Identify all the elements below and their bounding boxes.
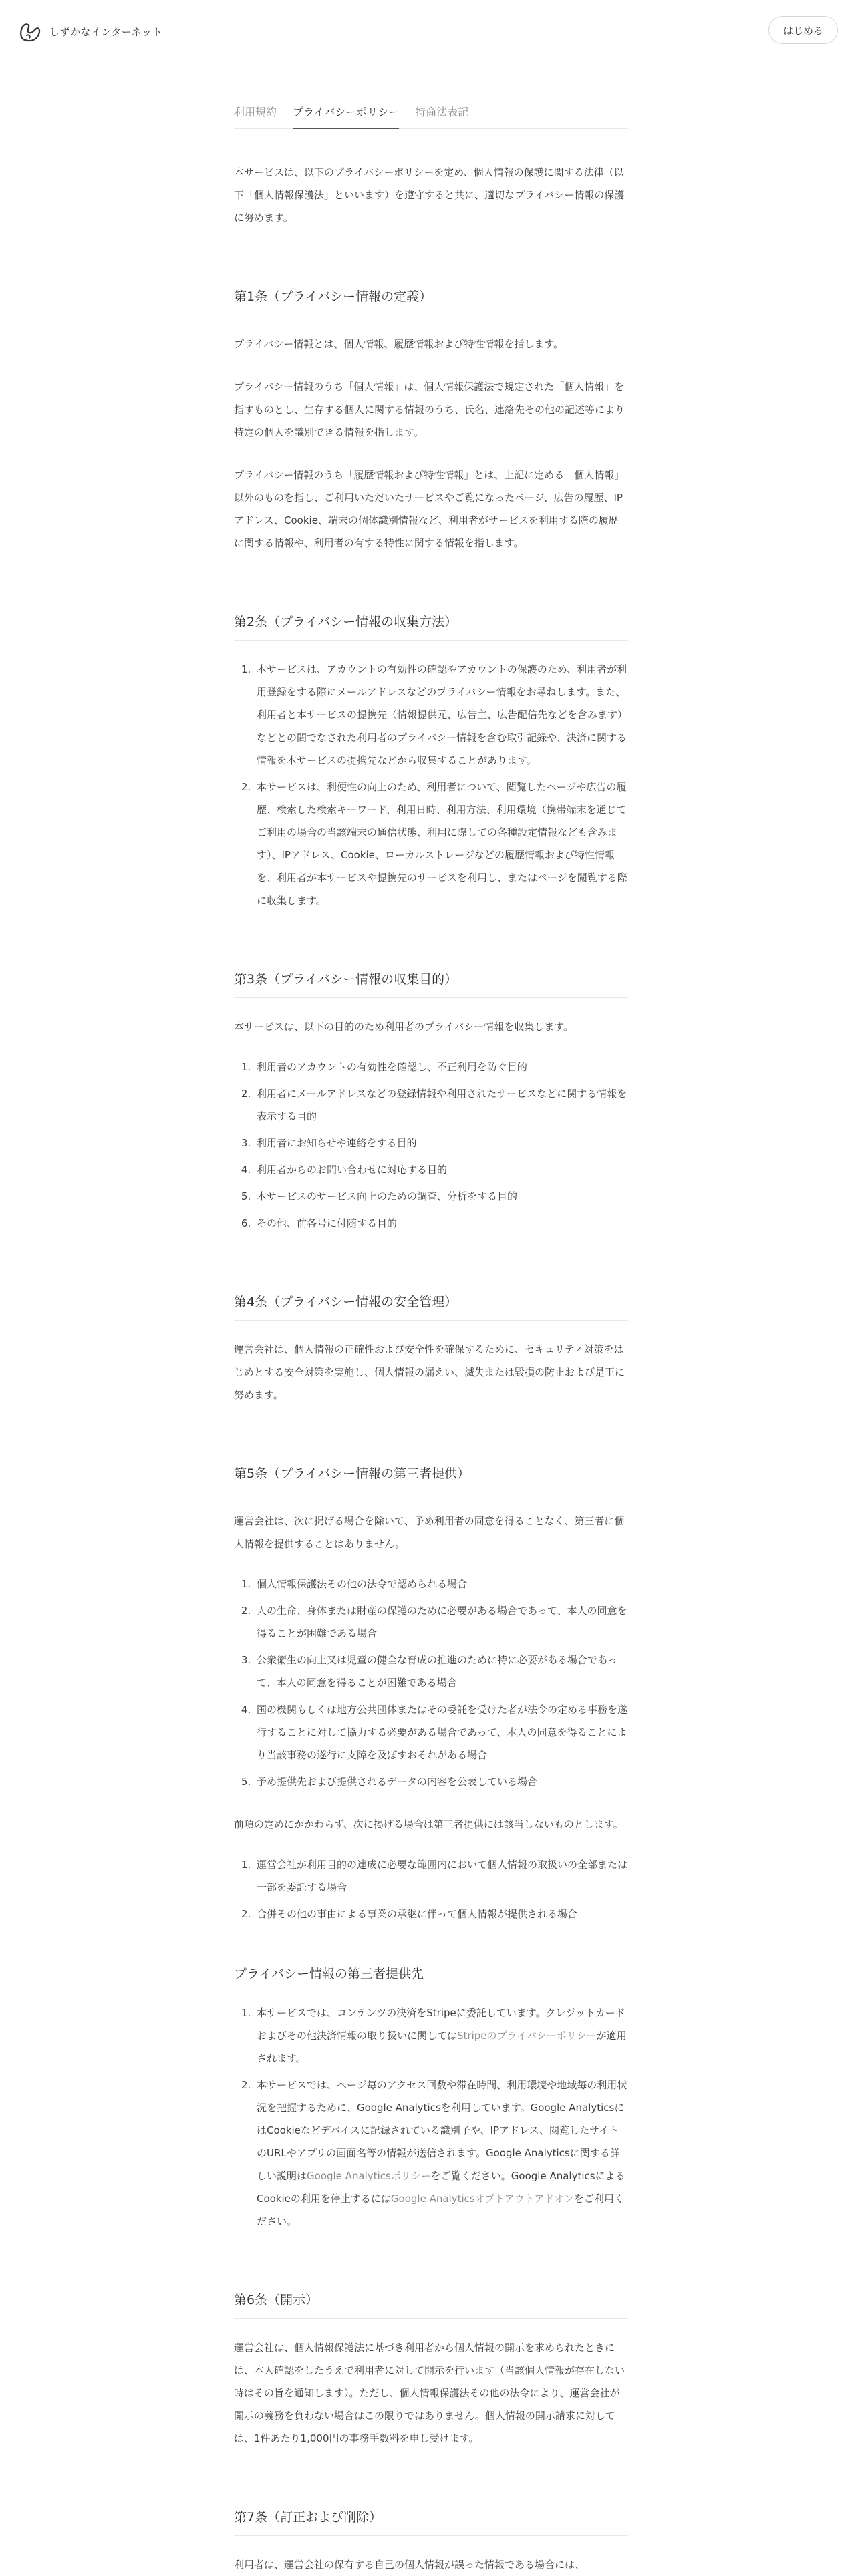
list-item: 4. 国の機関もしくは地方公共団体またはその委託を受けた者が法令の定める事務を遂行することに対して協力する必要がある場合であって、本人の同意を得ることにより当該事務の遂行に支障を及ぼすおそれがある場合 (254, 1698, 628, 1766)
third-party-title: プライバシー情報の第三者提供先 (234, 1967, 424, 1981)
list-item: 2. 合併その他の事由による事業の承継に伴って個人情報が提供される場合 (254, 1903, 628, 1925)
stripe-privacy-link[interactable]: Stripeのプライバシーポリシー (457, 2030, 597, 2042)
list-text: をご覧ください。Google AnalyticsによるCookieの利用を停止するには (257, 2170, 625, 2205)
section-4-paragraph: 運営会社は、個人情報の正確性および安全性を確保するために、セキュリティ対策をはじめとする安全対策を実施し、個人情報の漏えい、滅失または毀損の防止および是正に努めます。 (234, 1343, 625, 1401)
list-item: 5. 予め提供先および提供されるデータの内容を公表している場合 (254, 1770, 628, 1793)
tab-terms[interactable]: 利用規約 (234, 105, 277, 118)
list-item: 1. 運営会社が利用目的の達成に必要な範囲内において個人情報の取扱いの全部または一部を委託する場合 (254, 1853, 628, 1899)
section-3-paragraph: 本サービスは、以下の目的のため利用者のプライバシー情報を収集します。 (234, 1021, 574, 1033)
section-1-paragraph: プライバシー情報とは、個人情報、履歴情報および特性情報を指します。 (234, 338, 564, 350)
list-item: 1. 個人情報保護法その他の法令で認められる場合 (254, 1573, 628, 1595)
section-3-list (234, 1056, 628, 1235)
start-button[interactable]: はじめる (768, 16, 838, 44)
list-item: 1. 本サービスは、アカウントの有効性の確認やアカウントの保護のため、利用者が利用登録をする際にメールアドレスなどのプライバシー情報をお尋ねします。また、利用者と本サービスの提携先（情報提供元、広告主、広告配信先などを含みます）などとの間でなされた利用者のプライバシー情報を含む取引記録や、決済に関する情報を本サービスの提携先などから収集することがあります。 (254, 658, 628, 772)
google-analytics-policy-link[interactable]: Google Analyticsポリシー (307, 2170, 431, 2182)
list-item: 3. 公衆衛生の向上又は児童の健全な育成の推進のために特に必要がある場合であって、本人の同意を得ることが困難である場合 (254, 1649, 628, 1694)
tab-bar (234, 94, 628, 129)
section-1-title: 第1条（プライバシー情報の定義） (234, 287, 628, 315)
section-5-list (234, 1573, 628, 1793)
list-item: 2. 利用者にメールアドレスなどの登録情報や利用されたサービスなどに関する情報を表示する目的 (254, 1082, 628, 1128)
site-header (0, 0, 858, 60)
third-party-list (234, 2001, 628, 2233)
section-1-paragraph: プライバシー情報のうち「履歴情報および特性情報」とは、上記に定める「個人情報」以外のものを指し、ご利用いただいたサービスやご覧になったページ、広告の履歴、IPアドレス、Cookie、端末の個体識別情報など、利用者がサービスを利用する際の履歴に関する情報や、利用者の有する特性に関する情報を指します。 (234, 469, 625, 549)
section-5-list-2 (234, 1853, 628, 1925)
list-item (254, 2001, 628, 2070)
section-6-paragraph: 運営会社は、個人情報保護法に基づき利用者から個人情報の開示を求められたときには、本人確認をしたうえで利用者に対して開示を行います（当該個人情報が存在しない時はその旨を通知します）。ただし、個人情報保護法その他の法令により、運営会社が開示の義務を負わない場合はこの限りではありません。個人情報の開示請求に対しては、1件あたり1,000円の事務手数料を申し受けます。 (234, 2342, 625, 2444)
section-3-title: 第3条（プライバシー情報の収集目的） (234, 969, 628, 998)
logo-text: しずかなインターネット (49, 25, 163, 38)
section-5-title: 第5条（プライバシー情報の第三者提供） (234, 1464, 628, 1492)
list-item: 2. 本サービスは、利便性の向上のため、利用者について、閲覧したページや広告の履歴、検索した検索キーワード、利用日時、利用方法、利用環境（携帯端末を通じてご利用の場合の当該端末の通信状態、利用に際しての各種設定情報なども含みます）、IPアドレス、Cookie、ローカルストレージなどの履歴情報および特性情報を、利用者が本サービスや提携先のサービスを利用し、またはページを閲覧する際に収集します。 (254, 776, 628, 912)
section-7-title: 第7条（訂正および削除） (234, 2507, 628, 2536)
list-item: 6. その他、前各号に付随する目的 (254, 1212, 628, 1235)
google-analytics-optout-link[interactable]: Google Analyticsオプトアウトアドオン (390, 2193, 574, 2205)
list-item: 3. 利用者にお知らせや連絡をする目的 (254, 1132, 628, 1154)
intro-paragraph: 本サービスは、以下のプライバシーポリシーを定め、個人情報の保護に関する法律（以下「個人情報保護法」といいます）を遵守すると共に、適切なプライバシー情報の保護に努めます。 (234, 166, 625, 224)
list-text: 本サービスでは、コンテンツの決済をStripeに委託しています。クレジットカードおよびその他決済情報の取り扱いに関しては (257, 2007, 625, 2042)
list-item: 2. 人の生命、身体または財産の保護のために必要がある場合であって、本人の同意を得ることが困難である場合 (254, 1599, 628, 1645)
list-text: 本サービスでは、ページ毎のアクセス回数や滞在時間、利用環境や地域毎の利用状況を把握するために、Google Analyticsを利用しています。Google AnalyticsにはCookieなどデバイスに記録されている識別子や、IPアドレス、閲覧したサイトのURLやアプリの画面名等の情報が送信されます。Google Analyticsに関する詳しい説明は (257, 2079, 627, 2182)
section-5-paragraph: 運営会社は、次に掲げる場合を除いて、予め利用者の同意を得ることなく、第三者に個人情報を提供することはありません。 (234, 1515, 625, 1550)
section-2-list (234, 658, 628, 912)
list-text: が適用されます。 (257, 2030, 627, 2064)
list-item: 4. 利用者からのお問い合わせに対応する目的 (254, 1158, 628, 1181)
site-logo[interactable] (16, 18, 162, 45)
list-item (254, 2074, 628, 2233)
tab-commercial-law[interactable]: 特商法表記 (415, 105, 469, 118)
section-5-paragraph: 前項の定めにかかわらず、次に掲げる場合は第三者提供には該当しないものとします。 (234, 1818, 623, 1830)
list-text: をご利用ください。 (257, 2193, 624, 2227)
section-2-title: 第2条（プライバシー情報の収集方法） (234, 612, 628, 641)
list-item: 1. 利用者のアカウントの有効性を確認し、不正利用を防ぐ目的 (254, 1056, 628, 1078)
section-4-title: 第4条（プライバシー情報の安全管理） (234, 1292, 628, 1321)
logo-icon (16, 18, 43, 45)
main-content (234, 94, 628, 2576)
section-6-title: 第6条（開示） (234, 2290, 628, 2319)
section-7-paragraph: 利用者は、運営会社の保有する自己の個人情報が誤った情報である場合には、 (234, 2559, 585, 2571)
tab-privacy-policy[interactable]: プライバシーポリシー (293, 94, 399, 128)
section-1-paragraph: プライバシー情報のうち「個人情報」は、個人情報保護法で規定された「個人情報」を指すものとし、生存する個人に関する情報のうち、氏名、連絡先その他の記述等により特定の個人を識別できる情報を指します。 (234, 381, 625, 438)
policy-body (234, 161, 628, 2576)
list-item: 5. 本サービスのサービス向上のための調査、分析をする目的 (254, 1185, 628, 1208)
